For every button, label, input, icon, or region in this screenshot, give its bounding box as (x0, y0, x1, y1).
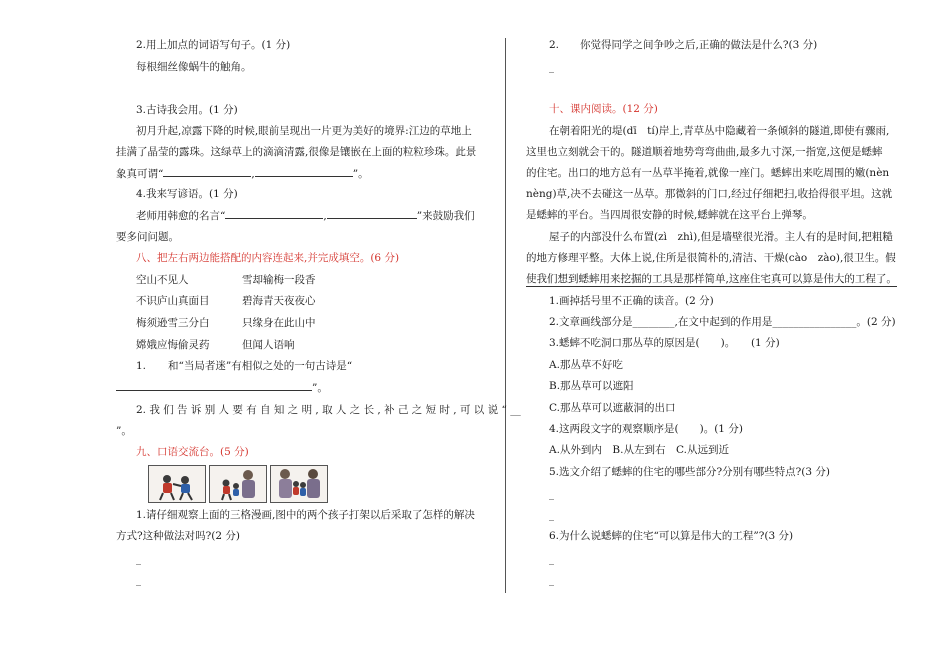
passage-p1-line2: 这里也立刻就会干的。隧道顺着地势弯弯曲曲,最多九寸深,一指宽,这便是蟋蟀 (526, 146, 883, 158)
q3-fill-line (116, 166, 369, 181)
r-q2-text: 你觉得同学之间争吵之后,正确的做法是什么?(3 分) (580, 39, 818, 51)
fill-2-end: ”。 (116, 425, 132, 437)
reading-q3-option-b[interactable]: B.那丛草可以遮阳 (549, 380, 634, 392)
fill-1-text: 和“当局者迷”有相似之处的一句古诗是“ (168, 360, 353, 372)
r-q2-number: 2. (549, 39, 560, 51)
q4-blank-2[interactable] (327, 208, 417, 219)
pair-right-1[interactable]: 雪却输梅一段香 (242, 274, 316, 286)
q3-blank-1[interactable] (163, 166, 251, 177)
section-9-title: 九、口语交流台。(5 分) (136, 446, 249, 458)
q3-fill-sep: , (251, 168, 255, 180)
sec9-answer-2[interactable]: _ (136, 575, 141, 586)
reading-q5: 5.选文介绍了蟋蟀的住宅的哪些部分?分别有哪些特点?(3 分) (549, 466, 830, 478)
reading-q1: 1.画掉括号里不正确的读音。(2 分) (549, 295, 714, 307)
fill-2-text: 2. 我 们 告 诉 别 人 要 有 自 知 之 明 , 取 人 之 长 , 补 己 之 短 时 , 可 以 说 “ __ (136, 404, 521, 416)
fill-1-answer-line (116, 380, 328, 395)
pair-right-2[interactable]: 碧海青天夜夜心 (242, 295, 316, 307)
q3-blank-2[interactable] (255, 166, 353, 177)
comic-panel-1 (148, 465, 206, 503)
reading-q3-option-a[interactable]: A.那丛草不好吃 (549, 359, 623, 371)
pair-right-4[interactable]: 但闻人语响 (242, 339, 295, 351)
passage-p2-line2: 的地方修理平整。大体上说,住所是很简朴的,清洁、干燥(cào zào),很卫生。假 (526, 252, 896, 264)
pair-left-4[interactable]: 嫦娥应悔偷灵药 (136, 339, 210, 351)
q3-paragraph-line2: 挂满了晶莹的露珠。这绿草上的滴滴清露,很像是镶嵌在上面的粒粒珍珠。此景 (116, 146, 477, 158)
reading-q5-answer-2[interactable]: _ (549, 510, 554, 521)
passage-p1-line1: 在朝着阳光的堤(dī tí)岸上,青草丛中隐藏着一条倾斜的隧道,即使有骤雨, (549, 125, 890, 137)
comic-panel-3 (270, 465, 328, 503)
reading-q6: 6.为什么说蟋蟀的住宅“可以算是伟大的工程”?(3 分) (549, 530, 794, 542)
reading-q6-answer-1[interactable]: _ (549, 554, 554, 565)
reading-q4-options[interactable]: A.从外到内 B.从左到右 C.从远到近 (549, 444, 729, 456)
q3-paragraph-line1: 初月升起,凉露下降的时候,眼前呈现出一片更为美好的境界:江边的草地上 (136, 125, 472, 137)
passage-p2-line1: 屋子的内部没什么布置(zì zhì),但是墙壁很光滑。主人有的是时间,把粗糙 (549, 231, 893, 243)
r-q2-answer[interactable]: _ (549, 62, 554, 73)
q2-sentence: 每根细丝像蜗牛的触角。 (136, 61, 252, 73)
sec9-answer-1[interactable]: _ (136, 554, 141, 565)
q4-line2: 要多问问题。 (116, 231, 179, 243)
passage-p1-line4: nèng)草,决不去碰这一丛草。那微斜的门口,经过仔细耙扫,收拾得很平坦。这就 (526, 188, 893, 200)
comic-panel-2 (209, 465, 267, 503)
reading-q5-answer-1[interactable]: _ (549, 489, 554, 500)
sec9-q1-line1: 1.请仔细观察上面的三格漫画,图中的两个孩子打架以后采取了怎样的解决 (136, 509, 475, 521)
q4-fill-sep: , (323, 210, 327, 222)
fill-1-number: 1. (136, 360, 147, 372)
q3-title: 3.古诗我会用。(1 分) (136, 104, 238, 116)
section-10-title: 十、课内阅读。(12 分) (549, 103, 658, 115)
reading-q4: 4.这两段文字的观察顺序是( )。(1 分) (549, 423, 743, 435)
q4-title: 4.我来写谚语。(1 分) (136, 188, 238, 200)
q2-title: 2.用上加点的词语写句子。(1 分) (136, 39, 291, 51)
comic-strip (148, 465, 328, 503)
pair-left-3[interactable]: 梅须逊雪三分白 (136, 317, 210, 329)
sec9-q1-line2: 方式?这种做法对吗?(2 分) (116, 530, 240, 542)
q4-fill-line (136, 208, 475, 223)
q4-blank-1[interactable] (225, 208, 323, 219)
reading-q3: 3.蟋蟀不吃洞口那丛草的原因是( )。 (1 分) (549, 337, 780, 349)
passage-p1-line3: 的住宅。出口的地方总有一丛草半掩着,就像一座门。蟋蟀出来吃周围的嫩(nèn (526, 167, 890, 179)
reading-q6-answer-2[interactable]: _ (549, 575, 554, 586)
reading-q3-option-c[interactable]: C.那丛草可以遮蔽洞的出口 (549, 402, 676, 414)
pair-left-1[interactable]: 空山不见人 (136, 274, 189, 286)
fill-1-line (136, 359, 352, 373)
fill-1-blank[interactable] (116, 380, 312, 391)
q4-fill-end: ”来鼓励我们 (416, 210, 475, 222)
pair-left-2[interactable]: 不识庐山真面目 (136, 295, 210, 307)
q3-fill-prefix: 象真可谓“ (116, 168, 164, 180)
column-divider (505, 38, 506, 593)
fill-1-end: ”。 (312, 382, 328, 394)
passage-p1-line5: 是蟋蟀的平台。当四周很安静的时候,蟋蟀就在这平台上弹琴。 (526, 209, 813, 221)
section-8-title: 八、把左右两边能搭配的内容连起来,并完成填空。(6 分) (136, 252, 400, 264)
q4-fill-prefix: 老师用韩愈的名言“ (136, 210, 226, 222)
passage-p2-line3-underlined: 使我们想到蟋蟀用来挖掘的工具是那样简单,这座住宅真可以算是伟大的工程了。 (526, 273, 897, 285)
reading-q2: 2.文章画线部分是________,在文中起到的作用是________________。(2 分) (549, 316, 896, 328)
pair-right-3[interactable]: 只缘身在此山中 (242, 317, 316, 329)
q3-fill-end: ”。 (352, 168, 369, 180)
